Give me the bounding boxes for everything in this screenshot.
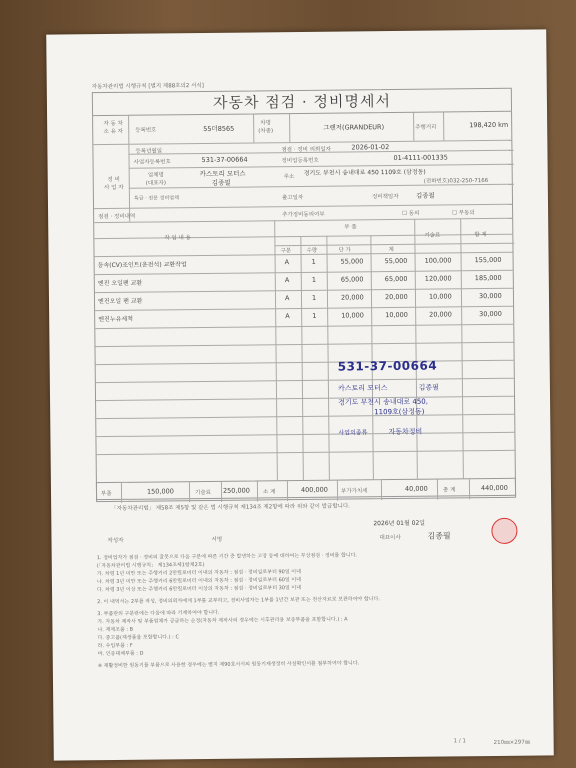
table-row-work: 등속(CV)조인트(운전석) 교환작업 [97, 261, 187, 270]
model-label: 차명 (차종) [258, 120, 274, 135]
service-date-value: 2026-01-02 [351, 143, 390, 152]
note-line: ※ 재활정비한 원동기를 부품으로 사용한 경우에는 별지 제90호서식의 원동기재생정비 사실확인서를 첨부하여야 합니다. [97, 660, 360, 670]
table-row-type: A [284, 294, 290, 303]
table-row-sum: 55,000 [384, 256, 408, 266]
law-reference: 자동차관리법 시행규칙 [별지 제88호의2 서식] [91, 82, 204, 91]
maint-type-label: 특급 · 전문 정비업체 [133, 195, 179, 202]
manager-label: 정비책임자 [371, 193, 399, 201]
paper-size: 210㎜×297㎜ [493, 739, 531, 746]
mileage-label: 주행거리 [415, 124, 437, 131]
note-line: 라. 수입부품 : F [97, 642, 133, 650]
table-row-sum: 65,000 [384, 274, 408, 284]
note-line: 다. 중고품(재생품을 포함합니다.) : C [97, 634, 179, 642]
table-row-unit: 10,000 [341, 311, 364, 320]
table-row-unit: 55,000 [340, 257, 364, 266]
unit-header: 단 가 [338, 247, 351, 254]
phone-value: (전화번호)032-250-7166 [423, 178, 489, 185]
delivery-date-label: 출고일자 [281, 194, 304, 202]
table-row-qty: 1 [311, 293, 317, 302]
vat-value: 40,000 [404, 484, 428, 493]
shop-name-value: 카스토리 모터스 [199, 169, 246, 179]
stamp-address-2: 1109호(삼정동) [374, 407, 425, 417]
shop-section-label: 정 비 사 업 자 [104, 176, 124, 192]
work-header: 작 업 내 용 [164, 235, 191, 242]
representative-name: 김종필 [427, 531, 451, 541]
owner-section-label: 자 동 차 소 유 자 [103, 120, 123, 136]
shop-reg-label: 정비업등록번호 [281, 157, 319, 165]
business-stamp [338, 359, 440, 439]
issue-statement: 「자동차관리법」 제58조 제5항 및 같은 법 시행규칙 제134조 제2항에 따라 위와 같이 발급합니다. [111, 503, 351, 512]
shop-reg-value: 01-4111-001335 [393, 153, 448, 163]
note-line: 마. 인증대체부품 : D [97, 650, 144, 658]
table-row-labor: 10,000 [428, 292, 452, 301]
table-row-work: 엔진오일 팬 교환 [97, 297, 143, 306]
page-number: 1 / 1 [453, 738, 467, 745]
note-line: 3. 부품란의 구분란에는 다음에 따라 기재하여야 합니다. [97, 609, 220, 618]
note-line: 1. 정비업자가 점검 · 정비의 잘못으로 다음 구분에 따른 기간 중 발생하는 고장 등에 대하여는 무상점검 · 정비를 합니다. [96, 552, 358, 562]
table-row-sum: 20,000 [384, 292, 408, 302]
mileage-value: 198,420 km [469, 120, 509, 130]
reg-no-label: 등록번호 [135, 127, 157, 134]
vat-label: 부가가치세 [340, 488, 368, 495]
parts-total-label: 부품 [100, 490, 112, 498]
writer-label: 작성자 [107, 537, 124, 545]
address-label: 주소 [283, 174, 295, 181]
biz-no-value: 531-37-00664 [201, 155, 248, 165]
company-seal [491, 518, 517, 544]
manager-value: 김종필 [415, 191, 435, 200]
shop-name-label: 업체명 (대표자) [145, 172, 167, 187]
stamp-reg-no: 531-37-00664 [337, 358, 438, 374]
note-line: 가. 차령 1년 미만 또는 주행거리 2만킬로미터 이내의 자동차 : 점검 · 정비일로부터 90일 이내 [96, 569, 301, 578]
address-value: 경기도 부천시 송내대로 450 1109호 (삼정동) [303, 168, 426, 177]
signature-label: 서명 [211, 536, 223, 543]
table-row-total: 155,000 [474, 255, 502, 265]
table-row-type: A [285, 312, 290, 321]
table-row-work: 엔진 오일팬 교환 [97, 279, 143, 288]
table-row-total: 30,000 [478, 291, 502, 301]
table-row-type: A [284, 258, 290, 267]
qty-header: 수량 [306, 247, 318, 254]
stamp-type: 자동차정비 [388, 427, 423, 437]
subtotal-value: 400,000 [300, 485, 328, 494]
note-line: 나. 재제조품 : B [97, 626, 134, 634]
stamp-rep: 김종필 [418, 383, 439, 392]
document-title: 자동차 점검 · 정비명세서 [92, 88, 512, 116]
table-row-labor: 100,000 [424, 256, 452, 265]
parts-header: 부 품 [344, 224, 357, 231]
note-line: 다. 차령 3년 이상 또는 주행거리 6만킬로미터 이상의 자동차 : 점검 · 정비일로부터 30일 이내 [97, 584, 302, 594]
detail-label: 점검 · 정비내역 [98, 213, 136, 221]
form-grid [92, 112, 516, 500]
parts-total-value: 150,000 [146, 487, 174, 496]
stamp-type-label: 사업의종류 [338, 429, 368, 437]
table-row-type: A [284, 276, 290, 285]
labor-header: 기술료 [424, 232, 441, 239]
note-line: 2. 이 내역서는 2부를 작성, 정비의뢰자에게 1부를 교부하고, 정비사업자는 1부를 1년간 보관 또는 전산자료로 보관하여야 합니다. [97, 596, 380, 606]
issue-date: 2026년 01월 02일 [373, 519, 426, 528]
sum-header: 계 [388, 247, 394, 254]
table-row-sum: 10,000 [385, 310, 408, 320]
stamp-address-1: 경기도 부천시 송내대로 450, [338, 397, 429, 407]
table-row-qty: 1 [311, 257, 316, 266]
representative-label: 대표이사 [379, 534, 401, 542]
biz-no-label: 사업자등록번호 [133, 159, 171, 166]
table-row-labor: 20,000 [429, 310, 452, 319]
type-header: 구분 [280, 248, 292, 255]
model-value: 그랜저(GRANDEUR) [323, 123, 385, 132]
table-row-unit: 65,000 [340, 275, 364, 284]
table-row-labor: 120,000 [424, 274, 452, 283]
reg-no-value: 55더8565 [203, 124, 235, 133]
table-row-unit: 20,000 [340, 293, 364, 302]
table-row-total: 30,000 [479, 309, 502, 319]
service-date-label: 점검 · 정비 의뢰일자 [281, 146, 331, 154]
consent-disagree-checkbox[interactable]: ☐ 부동의 [452, 210, 475, 217]
subtotal-label: 소 계 [262, 489, 276, 496]
note-line: 가. 자동차 제작사 및 부품업체가 공급하는 순정(자동차 제작사의 경우에는 시후관리용 보증부품을 포함합니다.) : A [97, 616, 348, 626]
reg-date-label: 등록년월일 [135, 148, 163, 155]
table-row-total: 185,000 [474, 273, 502, 283]
note-line: (「자동차관리법 시행규칙」 제134조제1항제2호) [96, 562, 205, 570]
stamp-name: 카스토리 모터스 [337, 384, 388, 393]
note-line: 나. 차령 3년 미만 또는 주행거리 6만킬로미터 이내의 자동차 : 점검 · 정비일로부터 60일 이내 [96, 576, 302, 586]
notes-section [97, 550, 518, 670]
totals-row [96, 478, 516, 502]
grand-total-label: 총 계 [442, 487, 456, 494]
labor-total-value: 250,000 [222, 486, 250, 495]
extra-consent-label: 추가정비동의여부 [282, 211, 325, 219]
table-row-qty: 1 [311, 275, 316, 284]
labor-total-label: 기술료 [194, 489, 212, 497]
table-row-work: 엔진누유세척 [98, 315, 134, 324]
consent-agree-checkbox[interactable]: ☐ 동의 [402, 210, 420, 217]
grand-total-value: 440,000 [480, 483, 508, 493]
table-row-qty: 1 [312, 311, 317, 320]
document-sheet [46, 29, 554, 760]
total-header: 합 계 [474, 232, 487, 239]
shop-rep-value: 김종필 [211, 178, 231, 187]
